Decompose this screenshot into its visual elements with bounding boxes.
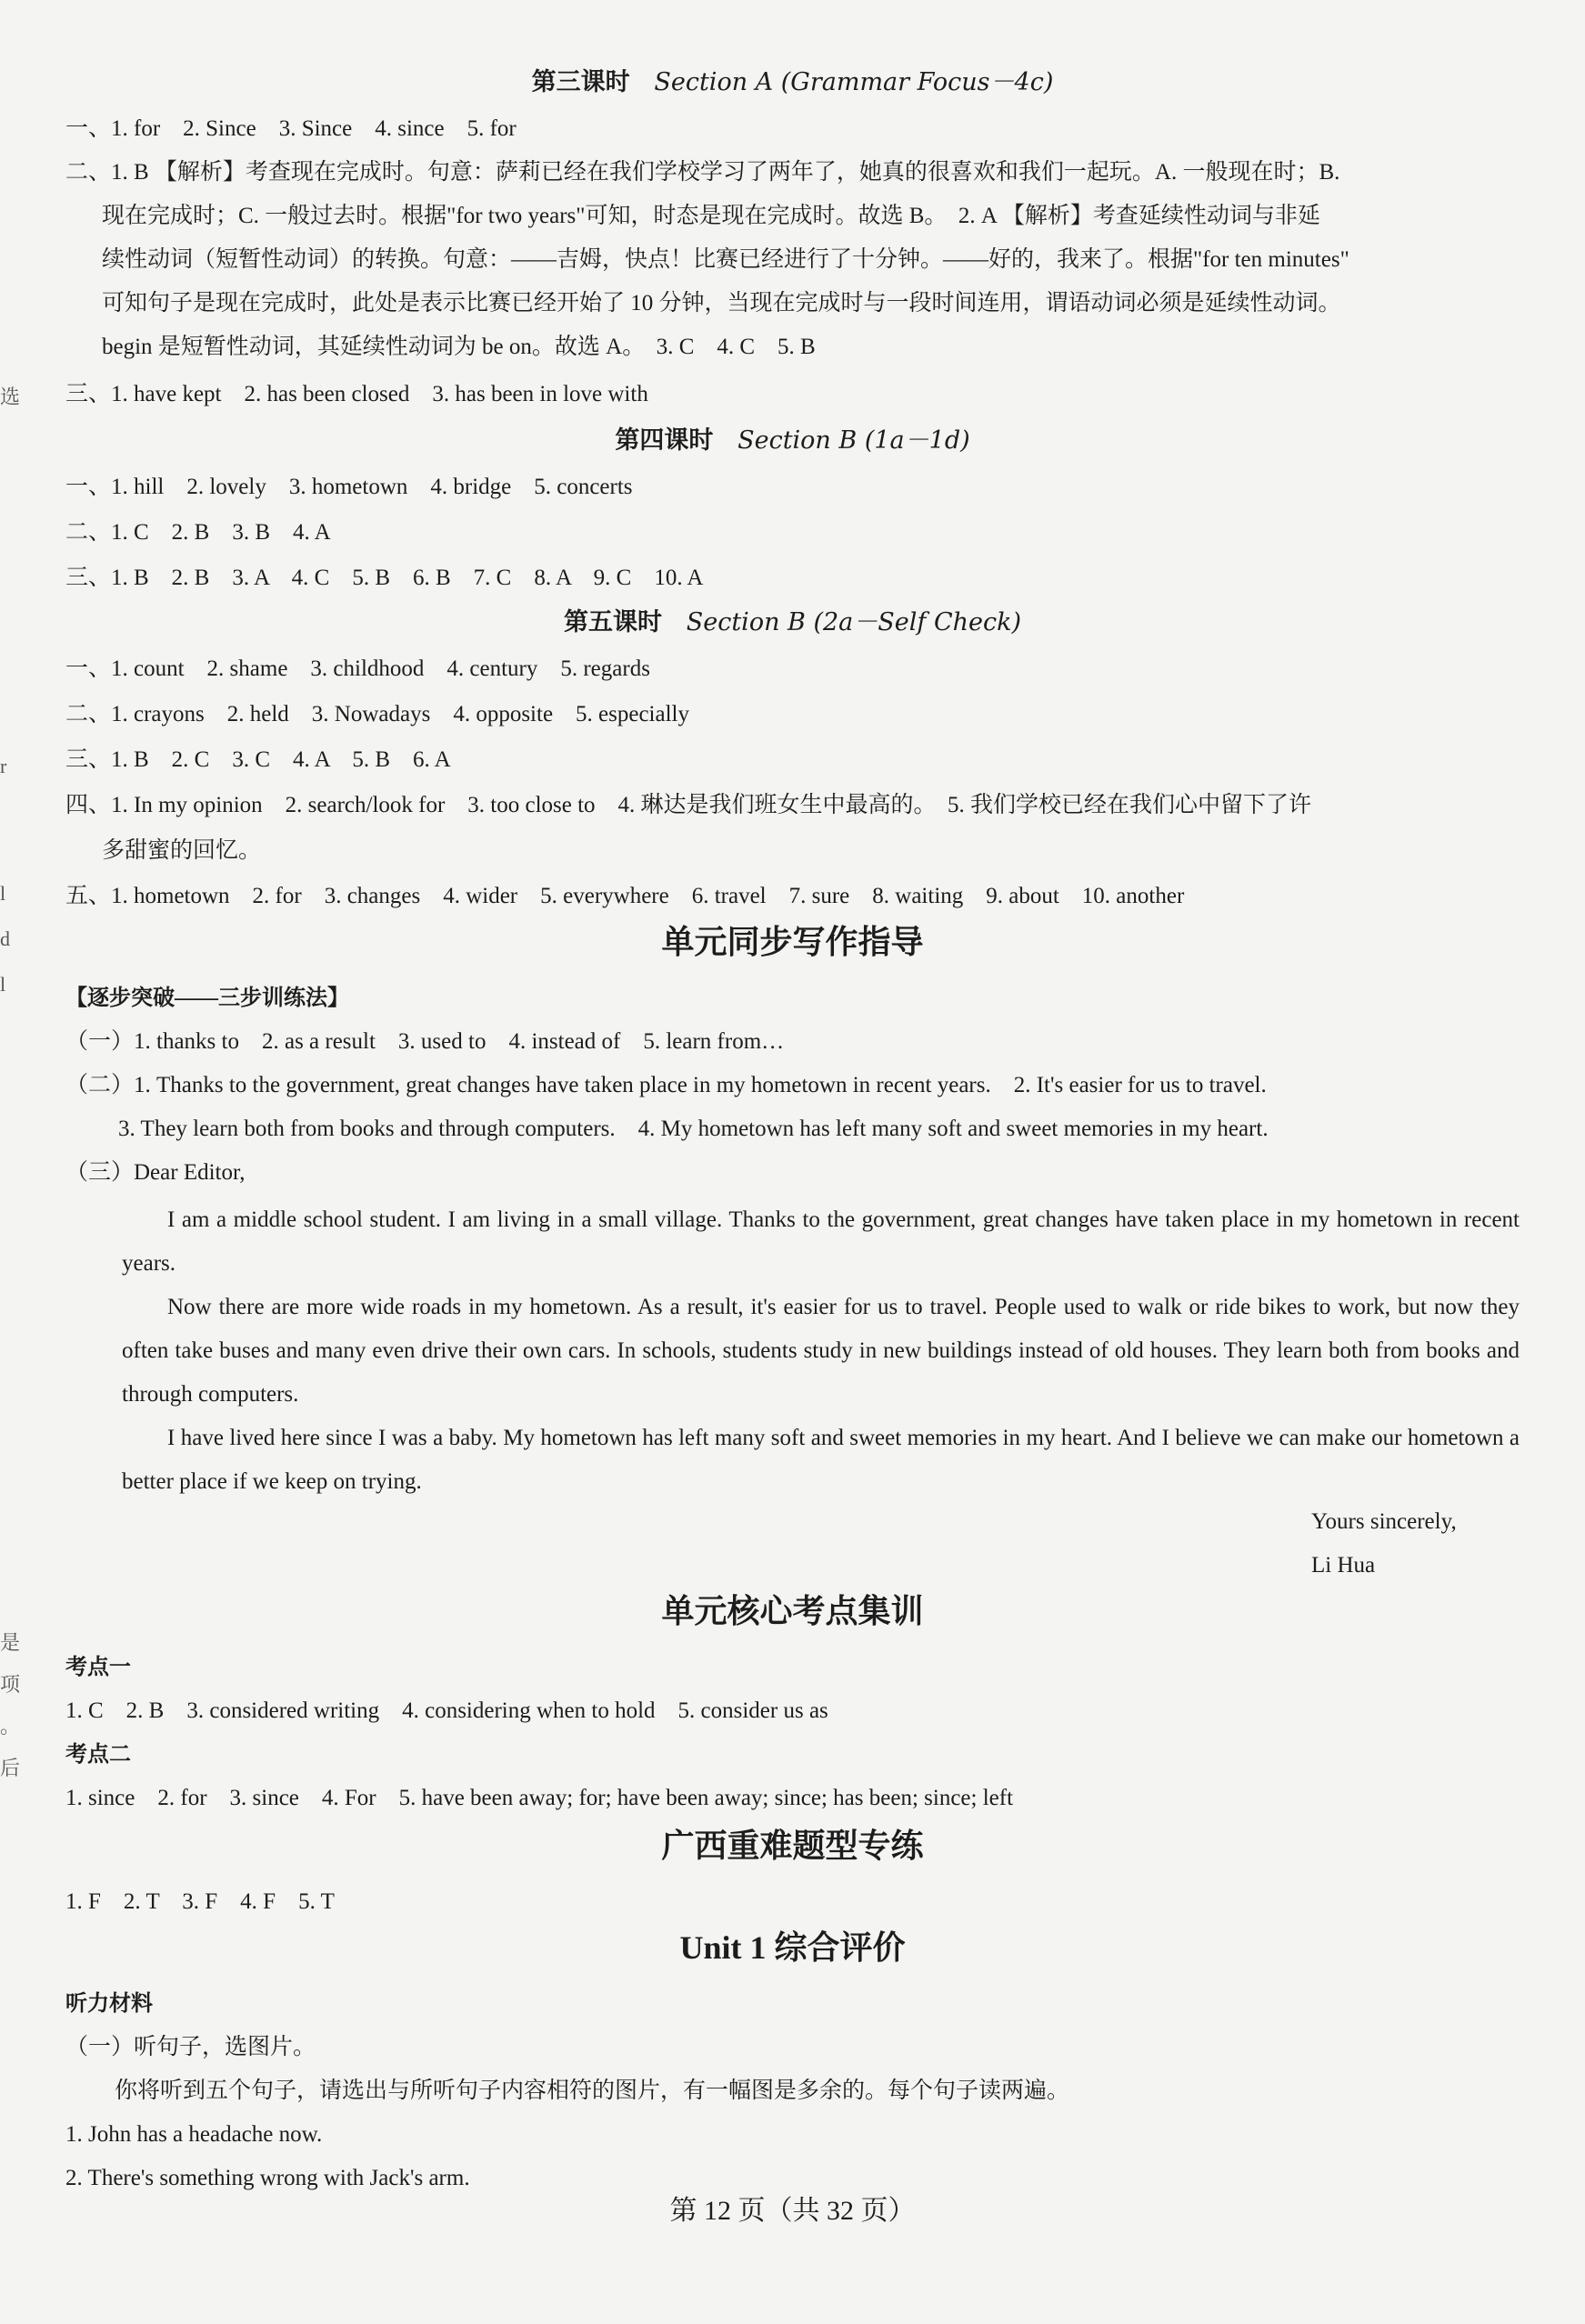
margin-fragment: l <box>0 882 6 905</box>
lesson3-line-6: begin 是短暂性动词，其延续性动词为 be on。故选 A。 3. C 4. C 5. B <box>102 335 816 359</box>
lesson4-line-1: 一、1. hill 2. lovely 3. hometown 4. bridge 5. concerts <box>65 475 633 499</box>
lesson3-line-5: 可知句子是现在完成时，此处是表示比赛已经开始了 10 分钟，当现在完成时与一段时间连用，谓语动词必须是延续性动词。 <box>102 291 1341 316</box>
lesson4-line-2: 二、1. C 2. B 3. B 4. A <box>65 520 331 545</box>
unit1-line-2: 你将听到五个句子，请选出与所听句子内容相符的图片，有一幅图是多余的。每个句子读两遍。 <box>115 2079 1070 2103</box>
letter-closing: Yours sincerely, <box>1311 1509 1457 1534</box>
letter-paragraph-1: I am a middle school student. I am living in a small village. Thanks to the government, great changes have taken place in my hometown in recent years. <box>122 1207 1520 1276</box>
guangxi-answers: 1. F 2. T 3. F 4. F 5. T <box>65 1889 335 1914</box>
lesson3-line-1: 一、1. for 2. Since 3. Since 4. since 5. for <box>65 116 517 141</box>
lesson5-title-en: Section B (2a－Self Check) <box>686 608 1022 636</box>
lesson4-heading <box>0 422 1585 459</box>
guangxi-title: 广西重难题型专练 <box>661 1828 924 1864</box>
core-k1-label: 考点一 <box>65 1656 131 1679</box>
margin-fragment: r <box>0 755 7 777</box>
lesson3-title-cn: 第三课时 <box>531 68 630 95</box>
unit1-label: 听力材料 <box>65 1992 153 2016</box>
margin-fragment: 选 <box>0 386 21 408</box>
writing-line-3: 3. They learn both from books and through computers. 4. My hometown has left many soft and sweet memories in my heart. <box>118 1117 1269 1141</box>
core-k1-answers: 1. C 2. B 3. considered writing 4. considering when to hold 5. consider us as <box>65 1698 828 1723</box>
lesson3-title-en: Section A (Grammar Focus－4c) <box>654 68 1054 96</box>
lesson5-title-cn: 第五课时 <box>563 608 662 636</box>
unit1-line-3: 1. John has a headache now. <box>65 2122 323 2147</box>
writing-label: 【逐步突破——三步训练法】 <box>65 987 349 1010</box>
margin-fragment: l <box>0 973 6 996</box>
unit1-title: Unit 1 综合评价 <box>679 1929 906 1966</box>
unit1-line-1: （一）听句子，选图片。 <box>65 2035 316 2059</box>
lesson5-line-3: 三、1. B 2. C 3. C 4. A 5. B 6. A <box>65 747 451 772</box>
writing-line-1: （一）1. thanks to 2. as a result 3. used to 4. instead of 5. learn from… <box>65 1029 785 1054</box>
lesson4-title-cn: 第四课时 <box>615 426 714 454</box>
margin-fragment: d <box>0 927 10 950</box>
lesson4-line-3: 三、1. B 2. B 3. A 4. C 5. B 6. B 7. C 8. A 9. C 10. A <box>65 566 704 590</box>
unit1-line-4: 2. There's something wrong with Jack's arm. <box>65 2166 470 2190</box>
margin-fragment: 后 <box>0 1757 21 1779</box>
margin-fragment: 是 <box>0 1631 21 1654</box>
writing-line-2: （二）1. Thanks to the government, great changes have taken place in my hometown in recent years. 2. It's easier for us to travel. <box>65 1073 1267 1097</box>
lesson5-line-5: 多甜蜜的回忆。 <box>102 838 262 863</box>
writing-title: 单元同步写作指导 <box>661 924 924 960</box>
letter-paragraph-2: Now there are more wide roads in my hometown. As a result, it's easier for us to travel. People used to walk or ride bikes to work, but now they often take buses and many even drive their own cars. In schools, students study in new buildings instead of old houses. They learn both from books and through computers. <box>122 1295 1520 1407</box>
lesson5-line-6: 五、1. hometown 2. for 3. changes 4. wider 5. everywhere 6. travel 7. sure 8. waiting 9. about 10. another <box>65 884 1185 908</box>
core-k2-answers: 1. since 2. for 3. since 4. For 5. have been away; for; have been away; since; has been; since; left <box>65 1786 1014 1810</box>
lesson3-line-7: 三、1. have kept 2. has been closed 3. has been in love with <box>65 382 648 406</box>
lesson3-heading <box>0 64 1585 101</box>
margin-fragment: 。 <box>0 1715 21 1738</box>
lesson5-heading <box>0 604 1585 641</box>
lesson3-line-4: 续性动词（短暂性动词）的转换。句意：——吉姆，快点！比赛已经进行了十分钟。——好的，我来了。根据"for ten minutes" <box>102 247 1349 272</box>
core-title: 单元核心考点集训 <box>661 1593 924 1629</box>
core-k2-label: 考点二 <box>65 1743 131 1767</box>
letter-signature: Li Hua <box>1311 1553 1376 1578</box>
lesson3-line-2: 二、1. B 【解析】考查现在完成时。句意：萨莉已经在我们学校学习了两年了，她真的很喜欢和我们一起玩。A. 一般现在时；B. <box>65 160 1340 185</box>
lesson5-line-1: 一、1. count 2. shame 3. childhood 4. century 5. regards <box>65 656 650 681</box>
lesson5-line-4: 四、1. In my opinion 2. search/look for 3. too close to 4. 琳达是我们班女生中最高的。 5. 我们学校已经在我们心中留下了许 <box>65 793 1312 817</box>
lesson5-line-2: 二、1. crayons 2. held 3. Nowadays 4. opposite 5. especially <box>65 702 689 726</box>
letter-paragraph-3: I have lived here since I was a baby. My hometown has left many soft and sweet memories in my heart. And I believe we can make our hometown a better place if we keep on trying. <box>122 1426 1520 1494</box>
writing-line-4: （三）Dear Editor, <box>65 1160 246 1185</box>
lesson4-title-en: Section B (1a－1d) <box>737 426 970 455</box>
lesson3-line-3: 现在完成时；C. 一般过去时。根据"for two years"可知，时态是现在完成时。故选 B。 2. A 【解析】考查延续性动词与非延 <box>102 204 1320 228</box>
page-footer: 第 12 页（共 32 页） <box>669 2196 916 2226</box>
margin-fragment: 项 <box>0 1673 21 1696</box>
